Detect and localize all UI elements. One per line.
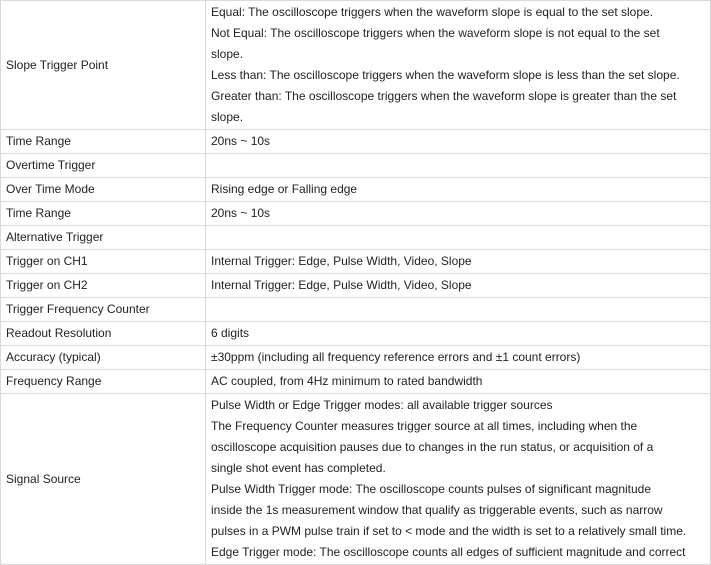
row-value: Internal Trigger: Edge, Pulse Width, Video, Slope [206,250,711,274]
value-line: Greater than: The oscilloscope triggers when the waveform slope is greater than the set [211,89,677,103]
row-label: Signal Source [1,394,206,565]
value-line: The Frequency Counter measures trigger source at all times, including when the [211,419,638,433]
table-row [1,154,711,178]
table-row [1,250,711,274]
value-line: oscilloscope acquisition pauses due to changes in the run status, or acquisition of a [211,440,654,454]
table-row [1,202,711,226]
value-line: inside the 1s measurement window that qualify as triggerable events, such as narrow [211,503,663,517]
row-label: Accuracy (typical) [1,346,206,370]
row-value [206,1,711,130]
row-label: Alternative Trigger [1,226,206,250]
value-line: slope. [211,47,244,61]
value-line: Pulse Width or Edge Trigger modes: all available trigger sources [211,398,553,412]
row-value: Rising edge or Falling edge [206,178,711,202]
value-line: single shot event has completed. [211,461,386,475]
value-line: pulses in a PWM pulse train if set to < mode and the width is set to a relatively small time. [211,524,687,538]
table-row [1,274,711,298]
value-line: Equal: The oscilloscope triggers when the waveform slope is equal to the set slope. [211,5,654,19]
table-row [1,346,711,370]
row-label: Overtime Trigger [1,154,206,178]
value-line: Less than: The oscilloscope triggers when the waveform slope is less than the set slope. [211,68,680,82]
row-value: 20ns ~ 10s [206,202,711,226]
row-label: Slope Trigger Point [1,1,206,130]
table-row [1,298,711,322]
table-row [1,370,711,394]
table-row [1,226,711,250]
row-label: Over Time Mode [1,178,206,202]
row-value [206,298,711,322]
value-line: Edge Trigger mode: The oscilloscope counts all edges of sufficient magnitude and correct [211,545,686,559]
row-value [206,154,711,178]
row-value: 6 digits [206,322,711,346]
table-row [1,130,711,154]
row-label: Trigger Frequency Counter [1,298,206,322]
row-value [206,394,711,565]
table-row [1,178,711,202]
row-label: Time Range [1,130,206,154]
value-line: Pulse Width Trigger mode: The oscilloscope counts pulses of significant magnitude [211,482,652,496]
table-row [1,394,711,565]
row-label: Trigger on CH2 [1,274,206,298]
table-row [1,322,711,346]
row-value: AC coupled, from 4Hz minimum to rated bandwidth [206,370,711,394]
row-value [206,226,711,250]
row-label: Readout Resolution [1,322,206,346]
row-label: Time Range [1,202,206,226]
table-row [1,1,711,130]
row-value: Internal Trigger: Edge, Pulse Width, Video, Slope [206,274,711,298]
row-label: Frequency Range [1,370,206,394]
row-value: 20ns ~ 10s [206,130,711,154]
row-value: ±30ppm (including all frequency reference errors and ±1 count errors) [206,346,711,370]
value-line: Not Equal: The oscilloscope triggers when the waveform slope is not equal to the set [211,26,660,40]
row-label: Trigger on CH1 [1,250,206,274]
value-line: slope. [211,110,244,124]
